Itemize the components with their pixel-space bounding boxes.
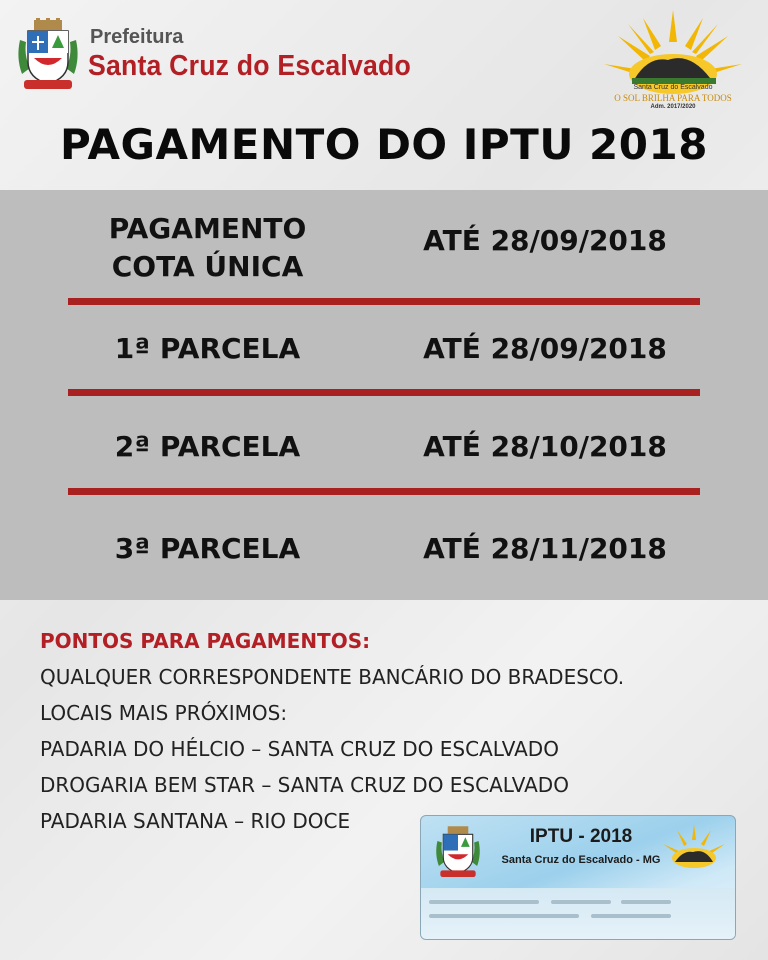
schedule-date: ATÉ 28/09/2018 [423,332,667,365]
schedule-date: ATÉ 28/11/2018 [423,532,667,565]
page-title: PAGAMENTO DO IPTU 2018 [60,120,708,169]
payment-location-line: DROGARIA BEM STAR – SANTA CRUZ DO ESCALVADO [40,773,569,797]
card-text-placeholder [621,900,671,904]
city-name: Santa Cruz do Escalvado [88,50,412,82]
divider [68,389,700,396]
divider [68,298,700,305]
schedule-label-line1: PAGAMENTO [108,212,307,245]
sun-logo-icon [657,822,731,878]
divider [68,488,700,495]
schedule-label-line2: COTA ÚNICA [111,250,304,283]
payment-location-line: LOCAIS MAIS PRÓXIMOS: [40,701,288,725]
municipal-crest-icon [433,824,483,880]
payment-locations-title: PONTOS PARA PAGAMENTOS: [40,629,371,653]
payment-location-line: QUALQUER CORRESPONDENTE BANCÁRIO DO BRADESCO. [40,665,625,689]
schedule-label: 1ª PARCELA [114,332,301,365]
card-subtitle: Santa Cruz do Escalvado - MG [501,854,661,866]
payment-location-line: PADARIA SANTANA – RIO DOCE [40,809,351,833]
payment-locations [40,627,740,839]
payment-location-line: PADARIA DO HÉLCIO – SANTA CRUZ DO ESCALVADO [40,737,559,761]
municipal-crest-icon [14,18,82,92]
logo-slogan: O SOL BRILHA PARA TODOS [614,93,732,103]
payment-schedule [0,190,768,600]
schedule-date: ATÉ 28/10/2018 [423,430,667,463]
card-title: IPTU - 2018 [529,826,633,847]
prefeitura-label: Prefeitura [90,26,184,48]
schedule-label: 2ª PARCELA [114,430,301,463]
card-text-placeholder [429,900,539,904]
card-text-placeholder [429,914,579,918]
iptu-card-image [420,815,736,940]
schedule-label: 3ª PARCELA [114,532,301,565]
schedule-date: ATÉ 28/09/2018 [423,224,667,257]
logo-administration: Adm. 2017/2020 [650,104,696,110]
card-data-strip [421,888,736,940]
card-text-placeholder [551,900,611,904]
header [0,0,768,190]
logo-city-text: Santa Cruz do Escalvado [633,84,713,91]
card-text-placeholder [591,914,671,918]
